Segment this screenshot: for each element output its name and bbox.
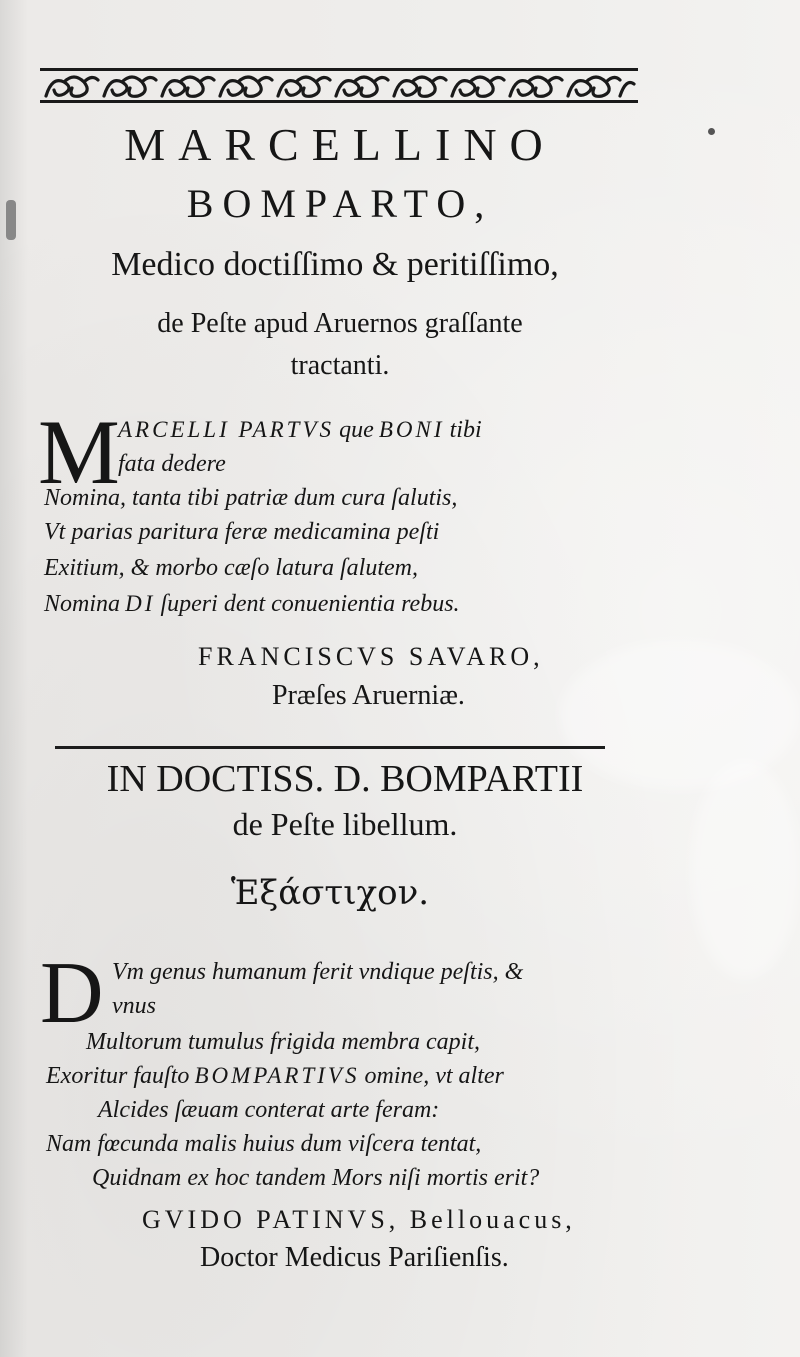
poem1-signature-name: FRANCISCVS SAVARO, — [198, 642, 544, 671]
ink-spot — [708, 128, 715, 135]
section2-greek-title: Ἑξάστιχον. — [230, 873, 430, 913]
drop-cap-m: M — [38, 401, 120, 503]
drop-cap-d: D — [40, 945, 104, 1042]
poem1-line6 — [44, 592, 460, 616]
dedication-surname: BOMPARTO, — [186, 181, 494, 226]
section2-subheading: de Peſte libellum. — [232, 806, 458, 842]
poem1-line5: Exitium, & morbo cæſo latura ſalutem, — [44, 555, 418, 581]
poem2-signature-title: Doctor Medicus Pariſienſis. — [200, 1242, 509, 1273]
poem1-line1-text2: tibi — [449, 417, 482, 443]
poem1-line2: fata dedere — [118, 451, 226, 477]
poem1-signature-title: Præſes Aruerniæ. — [272, 680, 465, 711]
poem2-line4-text2: omine, vt alter — [364, 1063, 504, 1089]
poem2-line3: Multorum tumulus frigida membra capit, — [86, 1029, 480, 1055]
dedication-subject: de Peſte apud Aruernos graſſante — [157, 308, 523, 339]
poem2-line4-smallcaps: BOMPARTIVS — [194, 1063, 360, 1088]
section2-heading: IN DOCTISS. D. BOMPARTII — [106, 758, 584, 800]
dedication-name: MARCELLINO — [124, 119, 556, 170]
poem1-line4: Vt parias paritura feræ medicamina peſti — [44, 519, 440, 545]
poem1-line1-smallcaps2: BONI — [378, 417, 445, 442]
poem2-signature-text: GVIDO PATINVS, Bellouacus, — [142, 1205, 576, 1234]
poem1-line6-text2: ſuperi dent conuenientia rebus. — [160, 591, 460, 617]
poem1-line3: Nomina, tanta tibi patriæ dum cura ſalutis, — [44, 485, 458, 511]
poem2-signature-name — [142, 1206, 576, 1234]
poem1-line6-text: Nomina — [44, 591, 121, 617]
poem1-line1-text: que — [339, 417, 374, 443]
poem1-line1 — [118, 418, 482, 442]
poem2-line1: Vm genus humanum ferit vndique peſtis, & — [112, 959, 524, 985]
poem2-line5: Alcides ſæuam conterat arte feram: — [98, 1097, 440, 1123]
poem2-line2: vnus — [112, 993, 156, 1019]
poem2-line4-text: Exoritur fauſto — [46, 1063, 190, 1089]
printers-ornament-band — [40, 60, 638, 110]
dedication-epithet: Medico doctiſſimo & peritiſſimo, — [111, 246, 559, 283]
poem1-line6-smallcaps: DI — [125, 591, 156, 616]
poem1-line1-smallcaps: ARCELLI PARTVS — [118, 417, 335, 442]
water-stain — [690, 760, 800, 980]
poem2-line7: Quidnam ex hoc tandem Mors niſi mortis erit? — [92, 1165, 540, 1191]
dedication-subject-end: tractanti. — [290, 350, 390, 381]
poem2-line6: Nam fœcunda malis huius dum viſcera tentat, — [46, 1131, 482, 1157]
section-divider — [55, 746, 605, 749]
poem2-line4 — [46, 1064, 504, 1088]
